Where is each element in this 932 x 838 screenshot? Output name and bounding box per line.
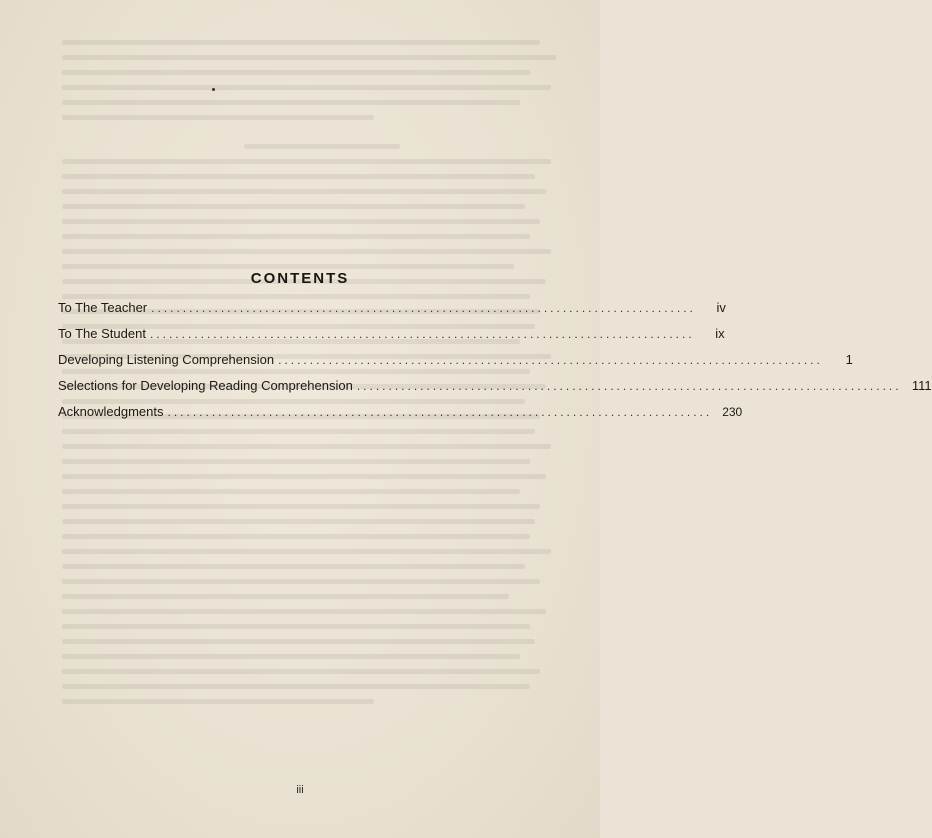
toc-entry-title: Acknowledgments (58, 404, 164, 419)
toc-entry-page: 111 (911, 378, 932, 393)
table-of-contents (58, 300, 932, 430)
toc-entry-acknowledgments[interactable] (58, 404, 743, 430)
toc-entry-title: To The Teacher (58, 300, 148, 315)
toc-entry-title: To The Student (58, 326, 146, 341)
dot-leader: ...................................................................................... (149, 327, 695, 341)
dot-leader: ...................................................................................... (356, 379, 902, 393)
toc-entry-page: ix (715, 326, 725, 341)
dot-leader: ...................................................................................... (151, 301, 696, 315)
toc-entry-listening-comprehension[interactable] (58, 352, 853, 378)
dot-leader: ...................................................................................... (278, 353, 823, 367)
toc-entry-reading-comprehension[interactable] (58, 378, 932, 404)
paper-speck (212, 88, 215, 91)
contents-heading: CONTENTS (250, 270, 350, 287)
toc-entry-to-the-teacher[interactable] (58, 300, 726, 326)
toc-entry-title: Selections for Developing Reading Comprehension (58, 378, 353, 393)
toc-entry-to-the-student[interactable] (58, 326, 725, 352)
toc-entry-page: iv (716, 300, 726, 315)
toc-entry-page: 230 (722, 405, 743, 419)
toc-entry-page: 1 (845, 352, 853, 367)
toc-entry-title: Developing Listening Comprehension (58, 352, 275, 367)
page-number: iii (296, 784, 304, 796)
dot-leader: ...................................................................................... (167, 405, 713, 419)
